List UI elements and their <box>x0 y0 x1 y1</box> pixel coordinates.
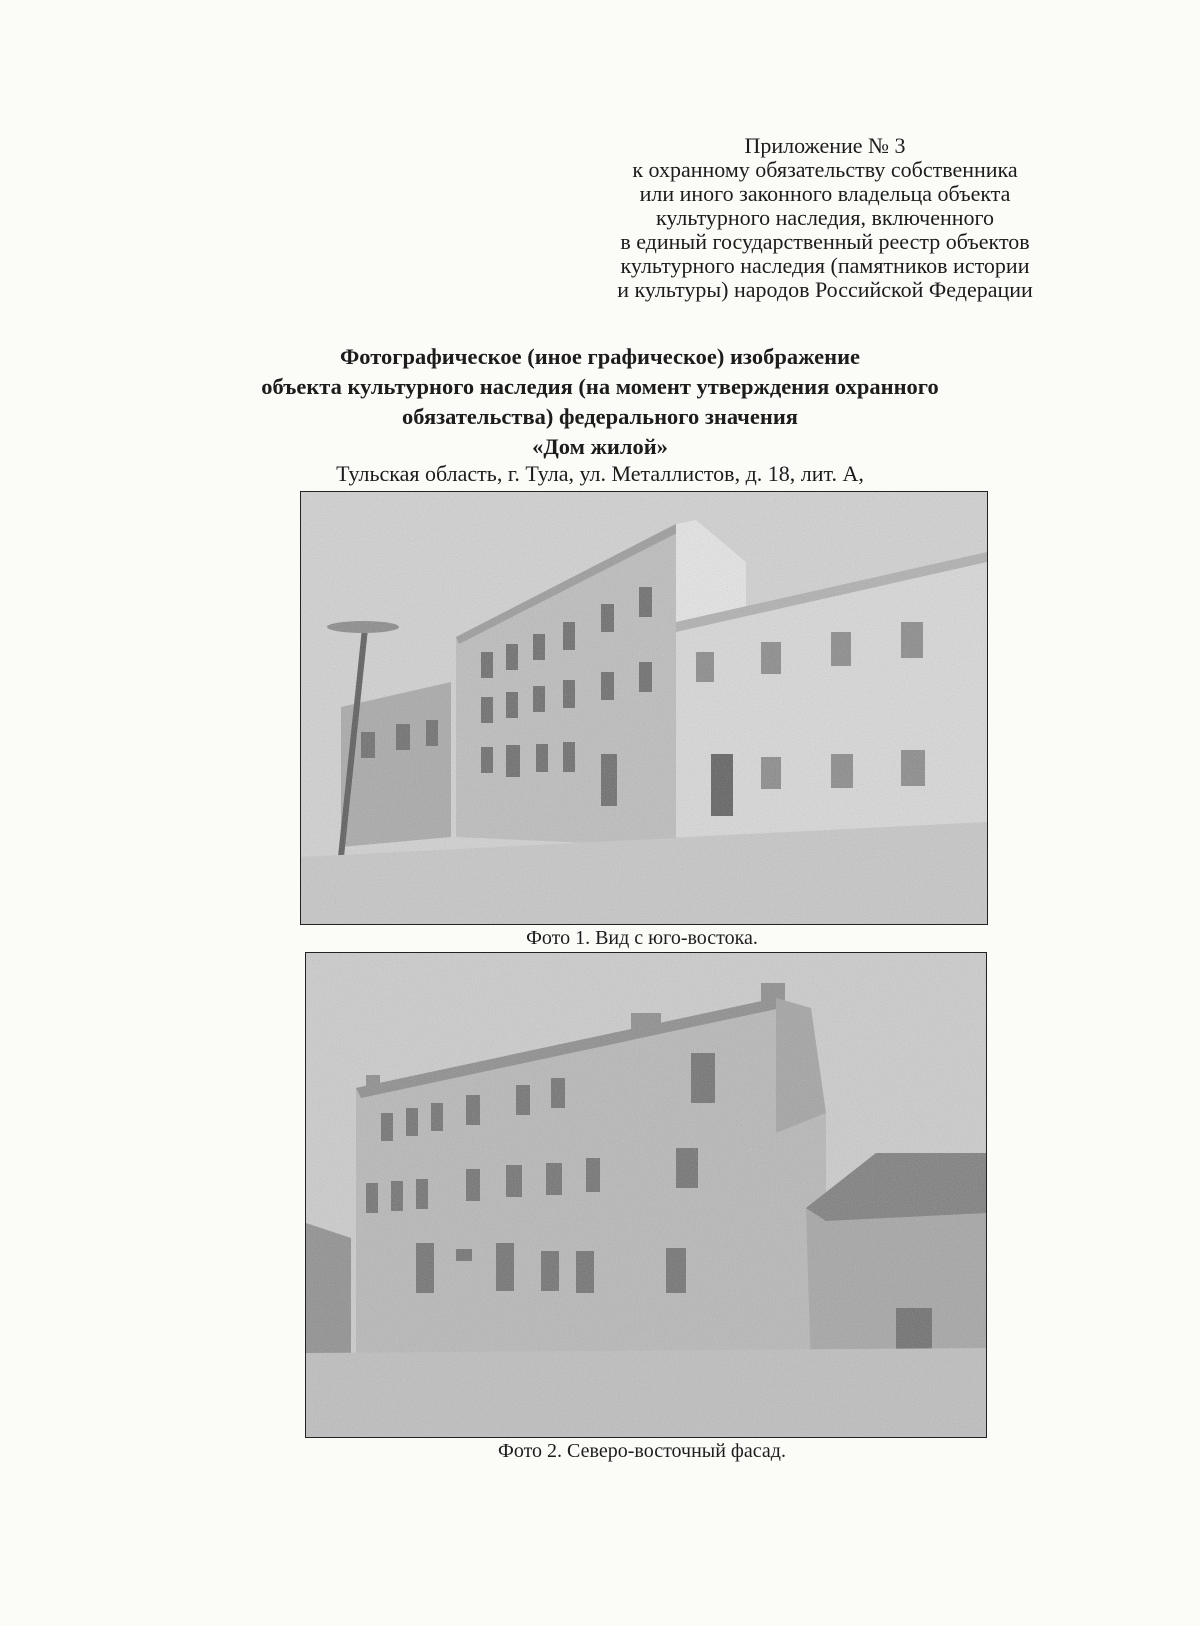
appendix-line: и культуры) народов Российской Федерации <box>617 277 1033 302</box>
title-line: Фотографическое (иное графическое) изображение <box>339 344 861 369</box>
photo-northeast-facade <box>305 952 987 1438</box>
appendix-header <box>560 134 1090 302</box>
title-line: объекта культурного наследия (на момент утверждения охранного <box>261 374 939 399</box>
appendix-line: культурного наследия, включенного <box>655 205 994 230</box>
title-line: обязательства) федерального значения <box>402 404 798 429</box>
object-address: Тульская область, г. Тула, ул. Металлистов, д. 18, лит. А, <box>336 461 864 486</box>
appendix-line: к охранному обязательству собственника <box>632 157 1018 182</box>
photo-southeast-view <box>300 491 988 925</box>
appendix-line: в единый государственный реестр объектов <box>620 229 1030 254</box>
document-title <box>120 342 1080 462</box>
title-line: «Дом жилой» <box>532 434 668 459</box>
appendix-line: Приложение № 3 <box>744 133 906 158</box>
appendix-line: или иного законного владельца объекта <box>639 181 1011 206</box>
photo-northeast-image <box>306 953 986 1437</box>
appendix-line: культурного наследия (памятников истории <box>620 253 1030 278</box>
photo-southeast-caption: Фото 1. Вид с юго-востока. <box>526 927 758 949</box>
photo-northeast-caption: Фото 2. Северо-восточный фасад. <box>498 1440 786 1462</box>
photo-southeast-image <box>301 492 987 924</box>
